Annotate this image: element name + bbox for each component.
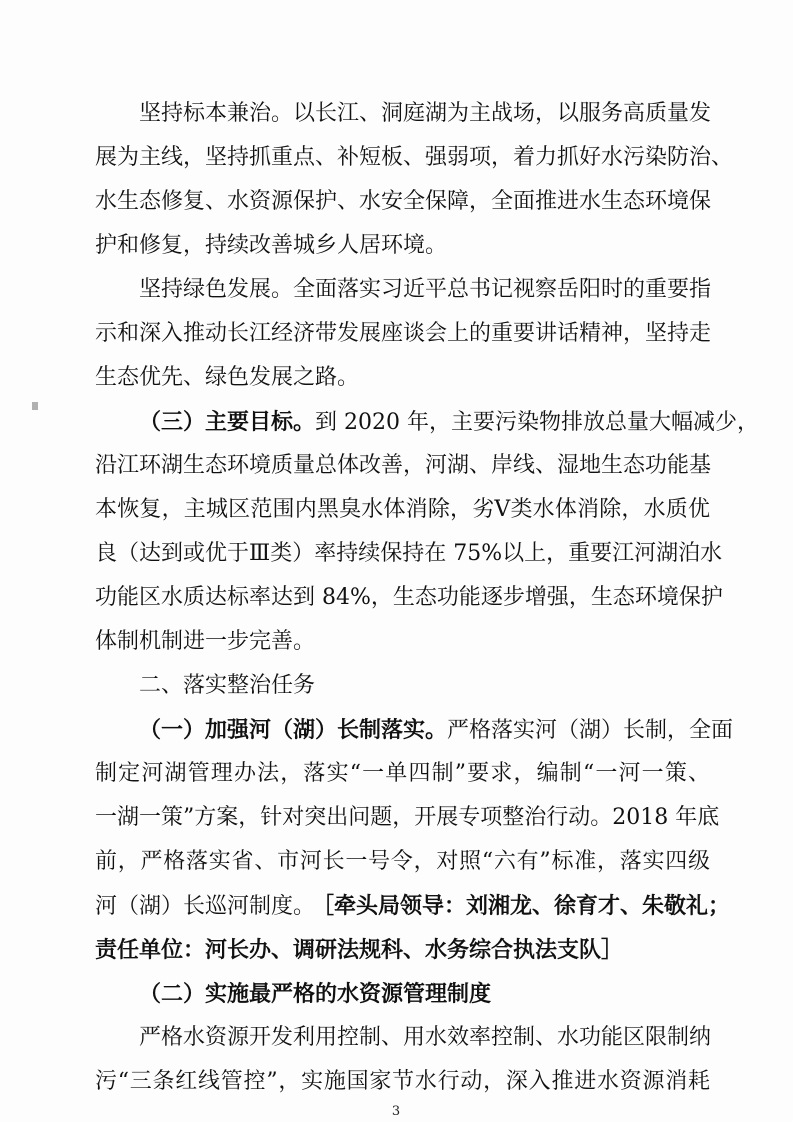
paragraph-line: 展为主线，坚持抓重点、补短板、强弱项，着力抓好水污染防治、 [95, 145, 734, 170]
paragraph-line: 生态优先、绿色发展之路。 [95, 365, 360, 390]
section-heading-text: 二、落实整治任务 [139, 673, 316, 698]
goals-heading: （三）主要目标。 [139, 409, 316, 435]
paragraph-line: 本恢复，主城区范围内黑臭水体消除，劣Ⅴ类水体消除，水质优 [95, 497, 710, 522]
scan-mark [32, 402, 38, 410]
section-heading [95, 666, 710, 706]
paragraph-line [95, 886, 731, 926]
responsible-units-note: 责任单位：河长办、调研法规科、水务综合执法支队］ [95, 937, 624, 963]
subsection-heading: （二）实施最严格的水资源管理制度 [139, 981, 492, 1007]
paragraph-text: 严格水资源开发利用控制、用水效率控制、水功能区限制纳 [139, 1025, 712, 1050]
paragraph-text: 坚持绿色发展。全面落实习近平总书记视察岳阳时的重要指 [139, 277, 712, 302]
paragraph-text: 到 2020 年，主要污染物排放总量大幅减少， [315, 410, 759, 435]
lead-leaders-note: ［牵头局领导：刘湘龙、徐育才、朱敬礼； [323, 893, 731, 919]
paragraph-line: 体制机制进一步完善。 [95, 629, 316, 654]
paragraph-line: 一湖一策”方案，针对突出问题，开展专项整治行动。2018 年底 [95, 805, 720, 830]
paragraph-line [95, 1018, 710, 1058]
paragraph-line: 制定河湖管理办法，落实“一单四制”要求，编制“一河一策、 [95, 761, 710, 786]
paragraph-text: 严格落实河（湖）长制，全面 [447, 718, 734, 743]
paragraph-line: 水生态修复、水资源保护、水安全保障，全面推进水生态环境保 [95, 189, 712, 214]
paragraph-line [95, 402, 759, 442]
page-number: 3 [391, 1104, 401, 1119]
paragraph-line: 良（达到或优于Ⅲ类）率持续保持在 75%以上，重要江河湖泊水 [95, 541, 723, 566]
paragraph-line [95, 270, 710, 310]
subsection-heading: （一）加强河（湖）长制落实。 [139, 717, 448, 743]
paragraph-text: 坚持标本兼治。以长江、洞庭湖为主战场，以服务高质量发 [139, 101, 712, 126]
paragraph-line: 示和深入推动长江经济带发展座谈会上的重要讲话精神，坚持走 [95, 321, 712, 346]
paragraph-text: 河（湖）长巡河制度。 [95, 894, 316, 919]
paragraph-line: 护和修复，持续改善城乡人居环境。 [95, 233, 448, 258]
paragraph-line: 污“三条红线管控”，实施国家节水行动，深入推进水资源消耗 [95, 1069, 710, 1094]
paragraph-line: 功能区水质达标率达到 84%，生态功能逐步增强，生态环境保护 [95, 585, 723, 610]
paragraph-line [95, 94, 710, 134]
paragraph-line: 沿江环湖生态环境质量总体改善，河湖、岸线、湿地生态功能基 [95, 453, 712, 478]
paragraph-line [95, 710, 734, 750]
paragraph-line: 前，严格落实省、市河长一号令，对照“六有”标准，落实四级 [95, 849, 710, 874]
subsection-heading-line [95, 974, 710, 1014]
